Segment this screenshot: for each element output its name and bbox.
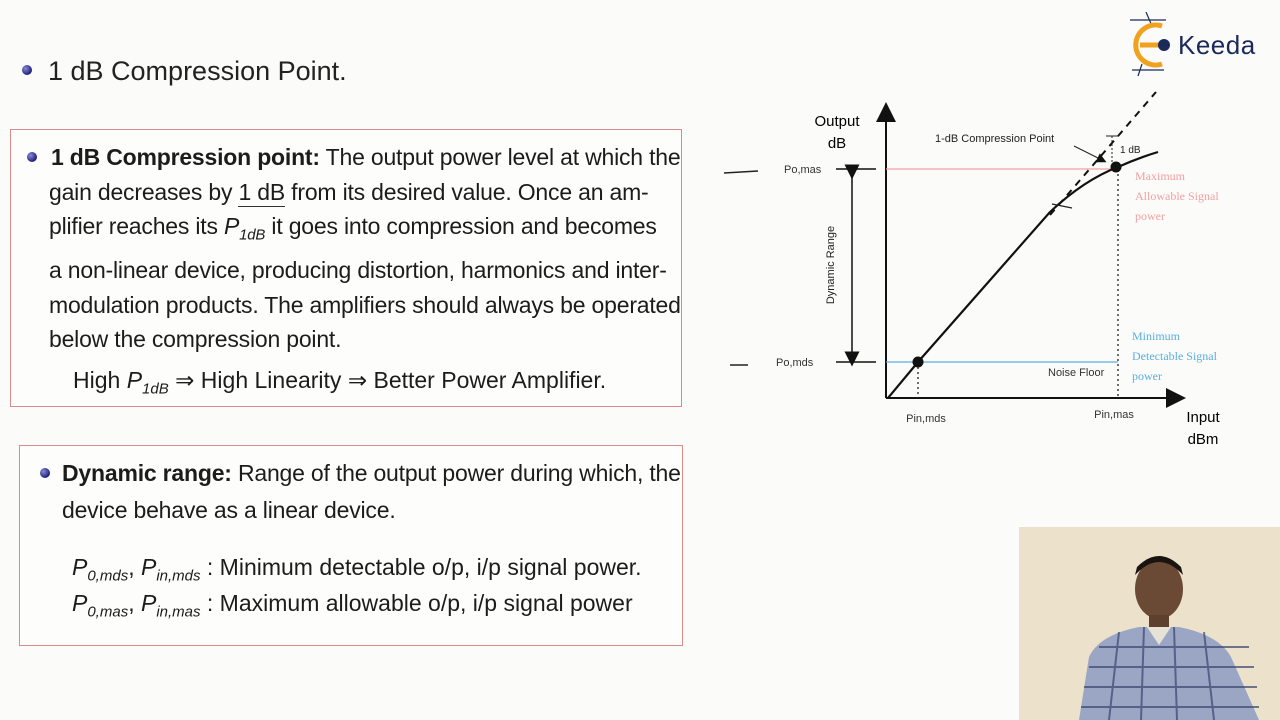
min-signal-label: Detectable Signal (1132, 349, 1217, 363)
one-db-label: 1 dB (1120, 145, 1141, 156)
min-signal-label: power (1132, 369, 1162, 383)
po-mds-label: Po,mds (776, 357, 814, 369)
compression-line: plifier reaches its (49, 213, 224, 239)
subscript: 0,mds (87, 567, 129, 585)
max-signal-label: Maximum (1135, 169, 1185, 183)
max-signal-label: power (1135, 209, 1165, 223)
underlined-1db: 1 dB (238, 178, 285, 205)
p1db-symbol: P (223, 213, 240, 239)
dynamic-term: Dynamic range: (62, 460, 232, 486)
definition-text: : Maximum allowable o/p, i/p signal power (200, 590, 633, 616)
compression-line: modulation products. The amplifiers should always be operated (49, 291, 681, 318)
compression-line: a non-linear device, producing distortion, harmonics and inter- (49, 257, 667, 284)
formula-text: High (73, 367, 127, 393)
p1db-subscript: 1dB (239, 226, 266, 244)
compression-line: below the compression point. (49, 326, 342, 353)
pen-mark (724, 171, 758, 173)
max-signal-label: Allowable Signal (1135, 189, 1219, 203)
compression-term: 1 dB Compression point: (51, 144, 320, 170)
x-axis-label: Input (1186, 409, 1220, 426)
mds-definition (72, 554, 642, 585)
mds-point (913, 357, 924, 368)
compression-line: from its desired value. Once an am- (284, 178, 649, 205)
compression-line: gain decreases by (49, 178, 239, 205)
dynamic-line: device behave as a linear device. (62, 496, 396, 523)
po-mas-label: Po,mas (784, 164, 822, 176)
compression-point-label: 1-dB Compression Point (935, 133, 1055, 145)
compression-line: it goes into compression and becomes (265, 213, 657, 239)
dynamic-range-label: Dynamic Range (825, 225, 837, 305)
compression-pointer (1074, 146, 1102, 160)
formula-symbol: P (126, 367, 143, 393)
compression-paragraph (27, 140, 681, 357)
logo-text: Keeda (1178, 30, 1256, 60)
subscript: in,mds (156, 567, 201, 585)
symbol: P (140, 590, 157, 616)
y-axis-label: Output (814, 113, 860, 130)
x-axis-unit: dBm (1187, 431, 1219, 448)
formula-text: ⇒ High Linearity ⇒ Better Power Amplifier. (168, 367, 607, 393)
subscript: 0,mas (87, 603, 129, 621)
linearity-formula (73, 367, 606, 398)
compression-point (1111, 162, 1122, 173)
sep: , (128, 554, 141, 580)
compression-diagram (700, 90, 1260, 460)
definition-text: : Minimum detectable o/p, i/p signal power. (200, 554, 642, 580)
pin-mds-label: Pin,mds (906, 413, 946, 425)
noise-floor-label: Noise Floor (1048, 367, 1105, 379)
symbol: P (72, 554, 88, 580)
min-signal-label: Minimum (1132, 329, 1181, 343)
symbol: P (140, 554, 157, 580)
dynamic-paragraph (40, 456, 681, 527)
dynamic-line: Range of the output power during which, the (237, 460, 681, 486)
bullet-icon (40, 468, 50, 478)
slide-title (22, 56, 347, 87)
bullet-icon (27, 152, 37, 162)
bullet-icon (22, 65, 32, 75)
pin-mas-label: Pin,mas (1094, 409, 1134, 421)
compression-line: The output power level at which the (325, 144, 681, 170)
slide-title-text: 1 dB Compression Point. (48, 56, 347, 86)
presenter-person-icon (1019, 527, 1280, 720)
y-axis-unit: dB (827, 135, 847, 152)
symbol: P (72, 590, 88, 616)
mas-definition (72, 590, 633, 621)
formula-subscript: 1dB (142, 380, 169, 398)
subscript: in,mas (156, 603, 201, 621)
presenter-video (1019, 527, 1280, 720)
sep: , (128, 590, 141, 616)
